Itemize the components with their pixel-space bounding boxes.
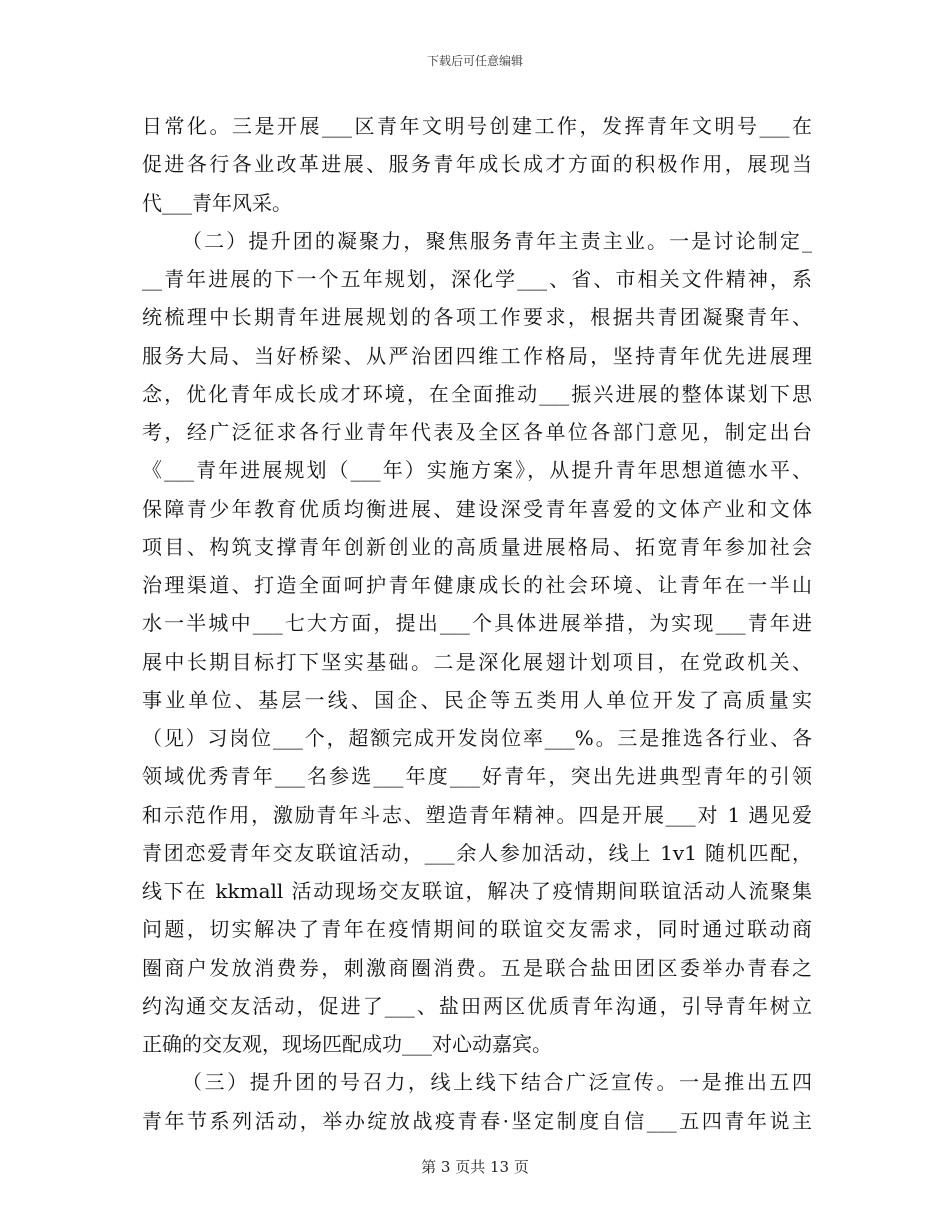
document-body — [142, 107, 812, 1140]
paragraph-line: 促进各行各业改革进展、服务青年成长成才方面的积极作用，展现当 — [142, 152, 812, 177]
page-number: 第 3 页共 13 页 — [421, 1158, 529, 1176]
paragraph-line: 事业单位、基层一线、国企、民企等五类用人单位开发了高质量实 — [142, 687, 812, 712]
paragraph-line: __青年进展的下一个五年规划，深化学___、省、市相关文件精神，系 — [142, 267, 812, 291]
paragraph-line: （二）提升团的凝聚力，聚焦服务青年主责主业。一是讨论制定_ — [182, 228, 812, 253]
page-header: 下载后可任意编辑 — [426, 54, 523, 68]
paragraph-line: 《___青年进展规划（___年）实施方案》，从提升青年思想道德水平、 — [142, 458, 812, 483]
paragraph-line: （见）习岗位___个，超额完成开发岗位率___%。三是推选各行业、各 — [142, 726, 812, 750]
paragraph-line: 正确的交友观，现场匹配成功___对心动嘉宾。 — [142, 1032, 552, 1056]
paragraph-line: 统梳理中长期青年进展规划的各项工作要求，根据共青团凝聚青年、 — [142, 305, 812, 330]
paragraph-line: 治理渠道、打造全面呵护青年健康成长的社会环境、让青年在一半山 — [142, 573, 812, 597]
paragraph-line: 保障青少年教育优质均衡进展、建设深受青年喜爱的文体产业和文体 — [142, 496, 812, 521]
paragraph-line: 领域优秀青年___名参选___年度___好青年，突出先进典型青年的引领 — [142, 764, 812, 789]
paragraph-line: 日常化。三是开展___区青年文明号创建工作，发挥青年文明号___在 — [142, 114, 812, 138]
paragraph-line: 和示范作用，激励青年斗志、塑造青年精神。四是开展___对 1 遇见爱 — [142, 802, 812, 827]
paragraph-line: 线下在 kkmall 活动现场交友联谊，解决了疫情期间联谊活动人流聚集 — [142, 879, 812, 903]
paragraph-line: 考，经广泛征求各行业青年代表及全区各单位各部门意见，制定出台 — [142, 420, 812, 444]
paragraph-line: 水一半城中___七大方面，提出___个具体进展举措，为实现___青年进 — [142, 611, 812, 636]
paragraph-line: 服务大局、当好桥梁、从严治团四维工作格局，坚持青年优先进展理 — [142, 343, 812, 368]
paragraph-line: 展中长期目标打下坚实基础。二是深化展翅计划项目，在党政机关、 — [142, 649, 812, 674]
paragraph-line: 项目、构筑支撑青年创新创业的高质量进展格局、拓宽青年参加社会 — [142, 534, 812, 559]
paragraph-line: 圈商户发放消费券，刺激商圈消费。五是联合盐田团区委举办青春之 — [142, 955, 812, 980]
paragraph-line: 念，优化青年成长成才环境，在全面推动___振兴进展的整体谋划下思 — [142, 381, 812, 406]
paragraph-line: 问题，切实解决了青年在疫情期间的联谊交友需求，同时通过联动商 — [142, 917, 812, 942]
paragraph-line: 约沟通交友活动，促进了___、盐田两区优质青年沟通，引导青年树立 — [142, 993, 812, 1018]
paragraph-line: 青团恋爱青年交友联谊活动，___余人参加活动，线上 1v1 随机匹配， — [142, 840, 812, 865]
paragraph-line: 青年节系列活动，举办绽放战疫青春·坚定制度自信___五四青年说主 — [142, 1108, 812, 1133]
paragraph-line: 代___青年风采。 — [142, 190, 292, 215]
paragraph-line: （三）提升团的号召力，线上线下结合广泛宣传。一是推出五四 — [182, 1070, 812, 1095]
